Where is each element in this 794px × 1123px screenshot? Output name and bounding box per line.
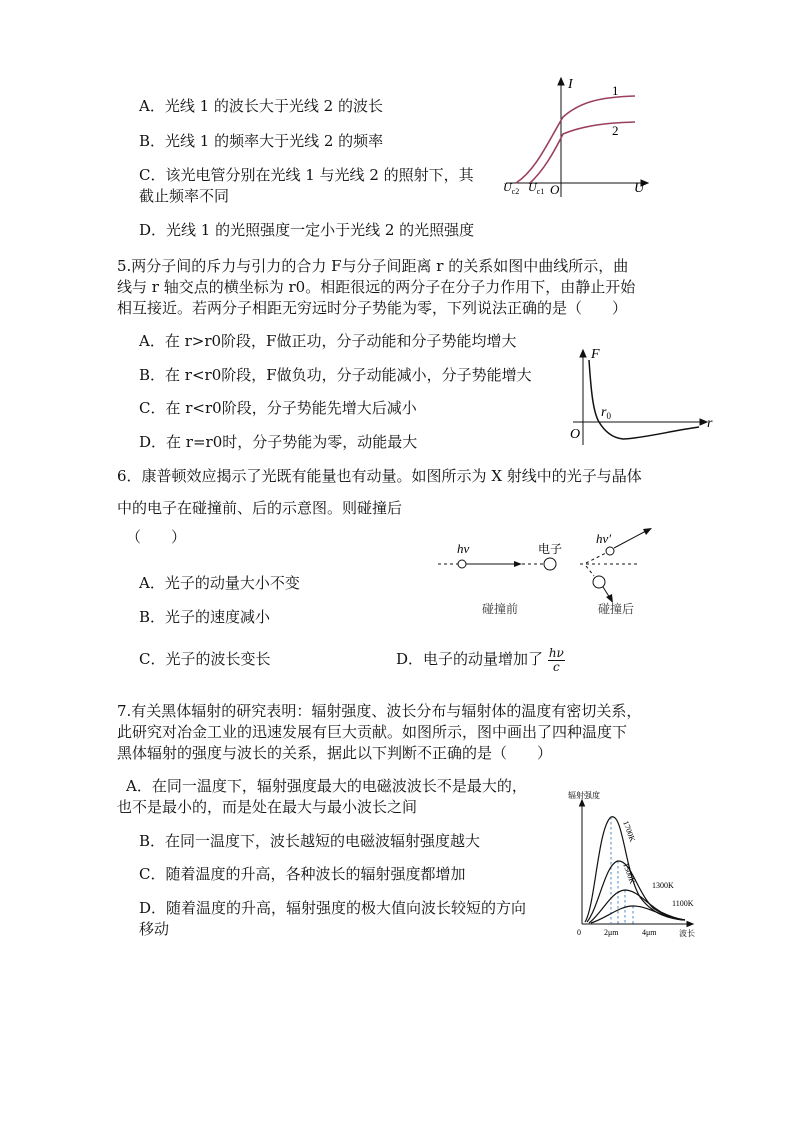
q6-stem-line-3: （ ） xyxy=(126,528,187,546)
curve-1100k xyxy=(591,906,685,923)
q7-option-a: A．在同一温度下，辐射强度最大的电磁波波长不是最大的， xyxy=(126,777,527,795)
q7-option-d-cont: 移动 xyxy=(139,920,170,938)
q4-option-c-cont: 截止频率不同 xyxy=(139,187,230,205)
svg-text:Uc1 xyxy=(528,180,544,196)
q7-option-c: C．随着温度的升高，各种波长的辐射强度都增加 xyxy=(139,865,466,883)
curve-2-label: 2 xyxy=(612,123,619,138)
q6-option-d xyxy=(396,645,565,674)
q5-stem-line-1: 5.两分子间的斥力与引力的合力 F与分子间距离 r 的关系如图中曲线所示，曲 xyxy=(117,257,629,275)
before-label: 碰撞前 xyxy=(482,602,519,616)
origin-label: O xyxy=(570,427,581,442)
r0-sub: 0 xyxy=(606,411,611,421)
q4-option-d: D．光线 1 的光照强度一定小于光线 2 的光照强度 xyxy=(139,221,475,239)
electron-label: 电子 xyxy=(538,542,563,556)
q5-option-c: C．在 r<r0阶段，分子势能先增大后减小 xyxy=(139,399,417,417)
q5-option-d: D．在 r=r0时，分子势能为零，动能最大 xyxy=(139,433,418,451)
temp-1700k: 1700K xyxy=(621,819,638,844)
q6-option-d-text: D．电子的动量增加了 xyxy=(396,650,544,668)
uc2-sub: c2 xyxy=(511,187,520,196)
temp-1300k: 1300K xyxy=(652,881,674,890)
origin-label: O xyxy=(550,182,560,197)
q4-option-a: A．光线 1 的波长大于光线 2 的波长 xyxy=(139,97,383,115)
q7-option-d: D．随着温度的升高，辐射强度的极大值向波长较短的方向 xyxy=(139,899,527,917)
force-curve xyxy=(589,360,699,439)
temp-1100k: 1100K xyxy=(672,899,694,908)
q7-stem-line-1: 7.有关黑体辐射的研究表明：辐射强度、波长分布与辐射体的温度有密切关系， xyxy=(117,702,642,720)
r-axis-label: r xyxy=(707,416,713,431)
tick-4um: 4μm xyxy=(642,928,657,937)
q6-stem-line-1: 6．康普顿效应揭示了光既有能量也有动量。如图所示为 X 射线中的光子与晶体 xyxy=(117,467,642,485)
u-axis-label: U xyxy=(634,181,645,196)
q6-option-c: C．光子的波长变长 xyxy=(139,650,271,668)
uc1-label: U xyxy=(528,180,537,194)
compton-scattering-diagram xyxy=(430,525,720,625)
curve-1500k xyxy=(587,861,685,922)
x-axis-label: 波长 xyxy=(679,929,695,938)
f-axis-label: F xyxy=(591,347,600,362)
electron-after xyxy=(593,576,605,588)
r0-label: r xyxy=(601,405,607,420)
fraction-denominator: c xyxy=(552,659,560,674)
curve-1 xyxy=(516,96,635,183)
q4-option-b: B．光线 1 的频率大于光线 2 的频率 xyxy=(139,132,384,150)
q7-option-a-cont: 也不是最小的，而是处在最大与最小波长之间 xyxy=(117,798,418,816)
svg-text:r0 xyxy=(601,405,611,421)
electron-before xyxy=(544,558,556,570)
q5-stem-line-3: 相互接近。若两分子相距无穷远时分子势能为零，下列说法正确的是（ ） xyxy=(117,299,628,317)
curve-1-label: 1 xyxy=(612,83,619,98)
i-axis-label: I xyxy=(568,77,573,92)
photoelectric-iu-graph xyxy=(500,72,660,202)
uc1-sub: c1 xyxy=(536,187,545,196)
uc2-label: U xyxy=(503,180,512,194)
fraction-numerator: hν xyxy=(548,645,564,660)
y-axis-label: 辐射强度 xyxy=(568,791,600,800)
after-label: 碰撞后 xyxy=(598,602,635,616)
origin-label: 0 xyxy=(577,928,581,937)
q5-stem-line-2: 线与 r 轴交点的横坐标为 r0。相距很远的两分子在分子力作用下，由静止开始 xyxy=(117,278,636,296)
force-distance-graph xyxy=(565,340,725,450)
q7-stem-line-2: 此研究对冶金工业的迅速发展有巨大贡献。如图所示，图中画出了四种温度下 xyxy=(117,723,628,741)
q4-option-c: C．该光电管分别在光线 1 与光线 2 的照射下，其 xyxy=(139,166,474,184)
q7-stem-line-3: 黑体辐射的强度与波长的关系，据此以下判断不正确的是（ ） xyxy=(117,744,553,762)
photon-after-label: hν′ xyxy=(596,531,612,546)
q5-option-b: B．在 r<r0阶段，F做负功，分子动能减小，分子势能增大 xyxy=(139,366,532,384)
q6-option-b: B．光子的速度减小 xyxy=(139,608,271,626)
temp-1500k: 1500K xyxy=(621,861,638,886)
curve-2 xyxy=(530,122,635,183)
blackbody-radiation-graph xyxy=(565,782,705,942)
q6-option-a: A．光子的动量大小不变 xyxy=(139,574,300,592)
photon-label: hν xyxy=(457,541,470,556)
photon-before xyxy=(458,560,466,568)
q5-option-a: A．在 r>r0阶段，F做正功，分子动能和分子势能均增大 xyxy=(139,332,517,350)
tick-2um: 2μm xyxy=(604,928,619,937)
q6-stem-line-2: 中的电子在碰撞前、后的示意图。则碰撞后 xyxy=(117,499,403,517)
momentum-fraction xyxy=(548,647,565,674)
photon-after xyxy=(606,547,614,555)
q7-option-b: B．在同一温度下，波长越短的电磁波辐射强度越大 xyxy=(139,832,481,850)
